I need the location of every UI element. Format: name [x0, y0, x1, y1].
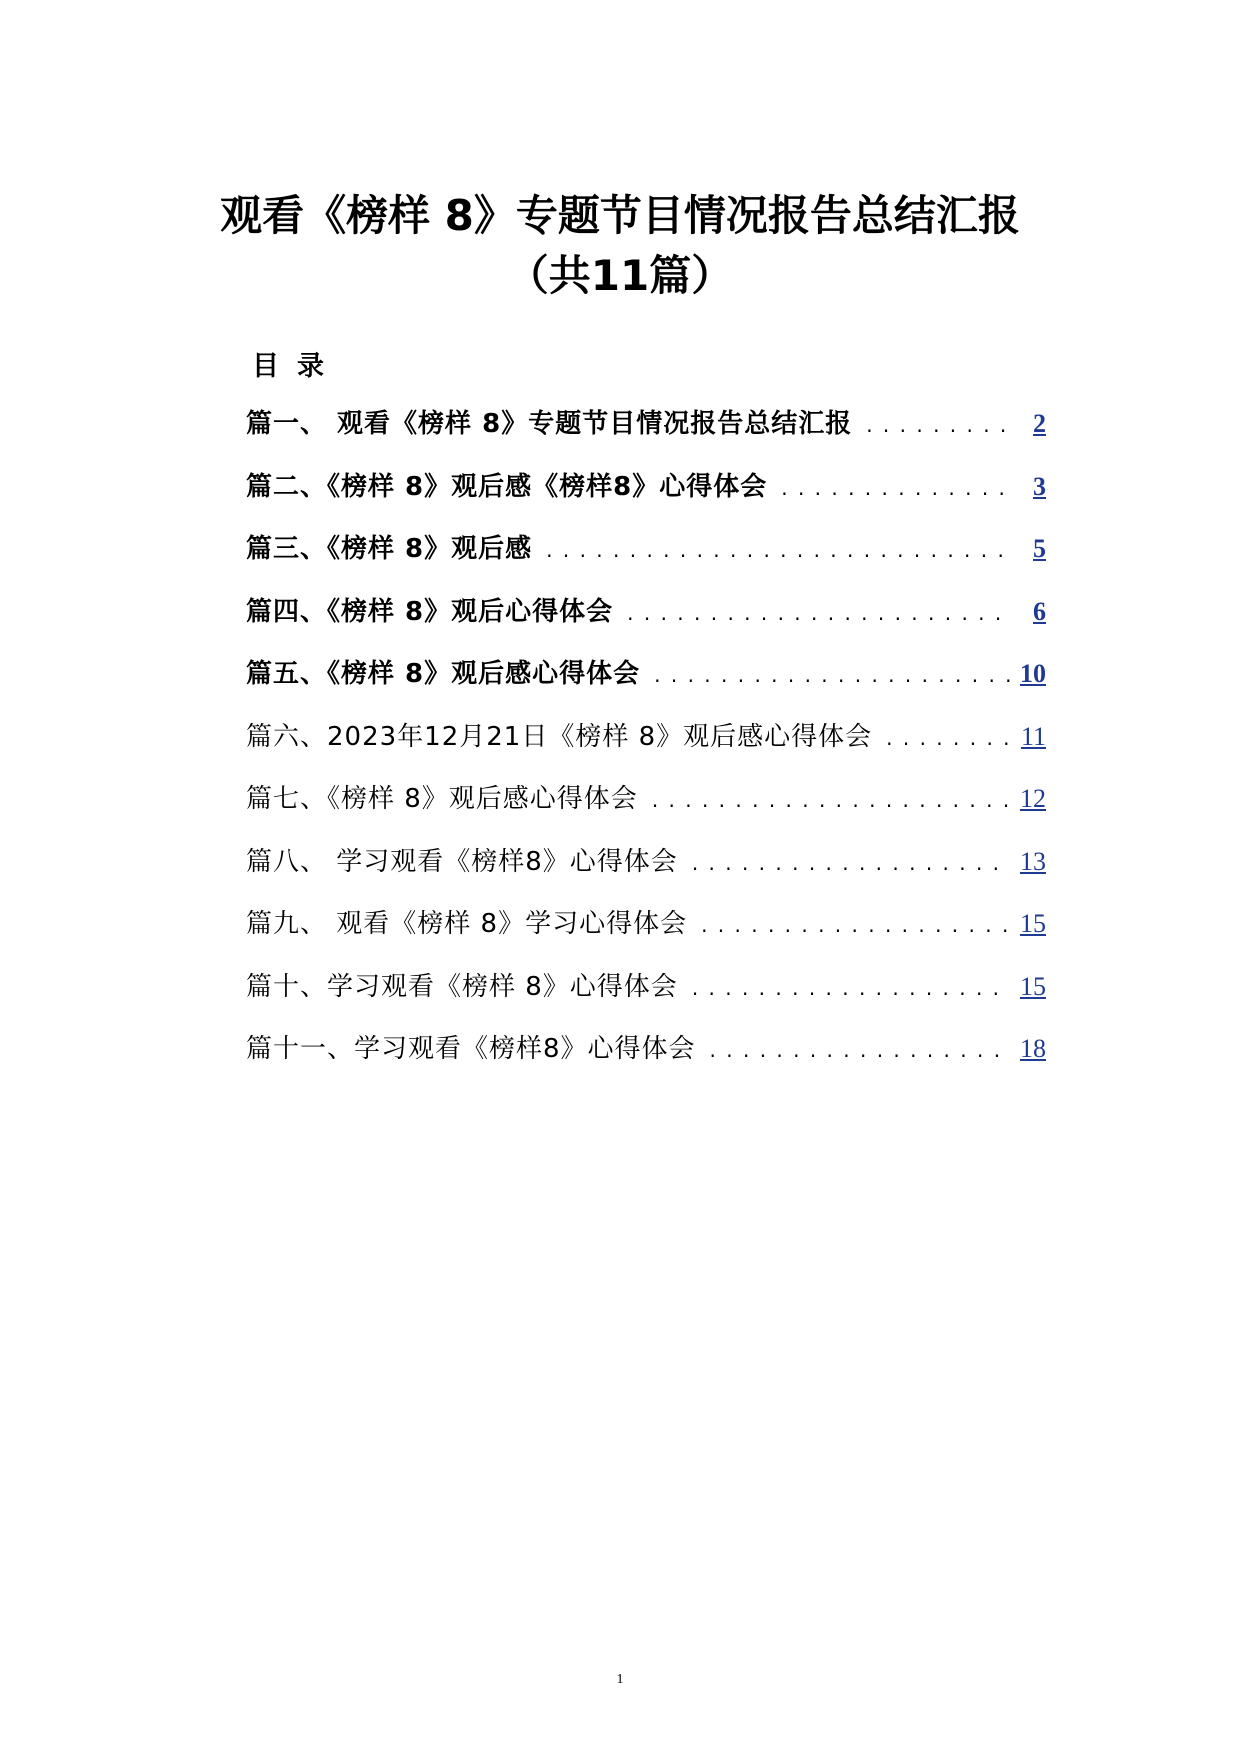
toc-page-link[interactable]: 10 [1020, 659, 1046, 688]
toc-dot-leader [886, 718, 1010, 758]
toc-entry-label: 篇六、2023年12月21日《榜样 8》观后感心得体会 [246, 721, 873, 752]
toc-dot-leader [710, 1030, 1010, 1070]
toc-entry-label: 篇三、《榜样 8》观后感 [246, 534, 533, 564]
toc-entry[interactable] [246, 904, 1046, 967]
toc-page-link[interactable]: 2 [1033, 409, 1046, 438]
toc-dot-leader [692, 968, 1010, 1008]
toc-page-link[interactable]: 15 [1020, 971, 1046, 1001]
toc-entry[interactable] [246, 467, 1046, 530]
toc-dot-leader [652, 780, 1010, 820]
toc-entry[interactable] [246, 1029, 1046, 1092]
toc-dot-leader [866, 405, 1010, 445]
toc-dot-leader [701, 905, 1010, 945]
toc-entry-label: 篇七、《榜样 8》观后感心得体会 [246, 784, 638, 814]
toc-dot-leader [627, 593, 1010, 633]
toc-entry-label: 篇八、 学习观看《榜样8》心得体会 [246, 846, 678, 877]
toc-entry-label: 篇二、《榜样 8》观后感《榜样8》心得体会 [246, 471, 768, 502]
toc-entry[interactable] [246, 842, 1046, 905]
toc-entry[interactable] [246, 529, 1046, 592]
toc-page-link[interactable]: 13 [1020, 846, 1046, 876]
toc-page-link[interactable]: 15 [1020, 909, 1046, 938]
toc-entry-label: 篇十、学习观看《榜样 8》心得体会 [246, 971, 678, 1002]
toc-entry[interactable] [246, 592, 1046, 655]
toc-entry[interactable] [246, 404, 1046, 467]
toc-entry[interactable] [246, 779, 1046, 842]
toc-entry-label: 篇五、《榜样 8》观后感心得体会 [246, 659, 641, 689]
toc-page-link[interactable]: 6 [1033, 596, 1046, 626]
title-line-1: 观看《榜样 8》专题节目情况报告总结汇报 [220, 191, 1020, 240]
toc-entry[interactable] [246, 717, 1046, 780]
toc-entry[interactable] [246, 654, 1046, 717]
toc-entry-label: 篇九、 观看《榜样 8》学习心得体会 [246, 909, 688, 939]
toc-page-link[interactable]: 18 [1020, 1034, 1046, 1063]
toc-dot-leader [692, 843, 1010, 883]
toc-page-link[interactable]: 12 [1020, 784, 1046, 813]
toc-page-link[interactable]: 11 [1020, 721, 1046, 751]
title-line-2: （共11篇） [506, 251, 734, 300]
document-title [170, 186, 1070, 306]
toc-page-link[interactable]: 5 [1033, 534, 1046, 563]
toc-entry-label: 篇四、《榜样 8》观后心得体会 [246, 596, 614, 627]
toc-entry-label: 篇十一、学习观看《榜样8》心得体会 [246, 1034, 696, 1064]
toc-dot-leader [654, 655, 1010, 695]
toc-entry[interactable] [246, 967, 1046, 1030]
toc-dot-leader [781, 468, 1010, 508]
toc-dot-leader [546, 530, 1010, 570]
toc-heading: 目录 [252, 351, 342, 382]
toc-entry-label: 篇一、 观看《榜样 8》专题节目情况报告总结汇报 [246, 409, 853, 439]
toc-page-link[interactable]: 3 [1033, 471, 1046, 501]
page-number: 1 [616, 1672, 624, 1687]
table-of-contents [246, 404, 1046, 1092]
